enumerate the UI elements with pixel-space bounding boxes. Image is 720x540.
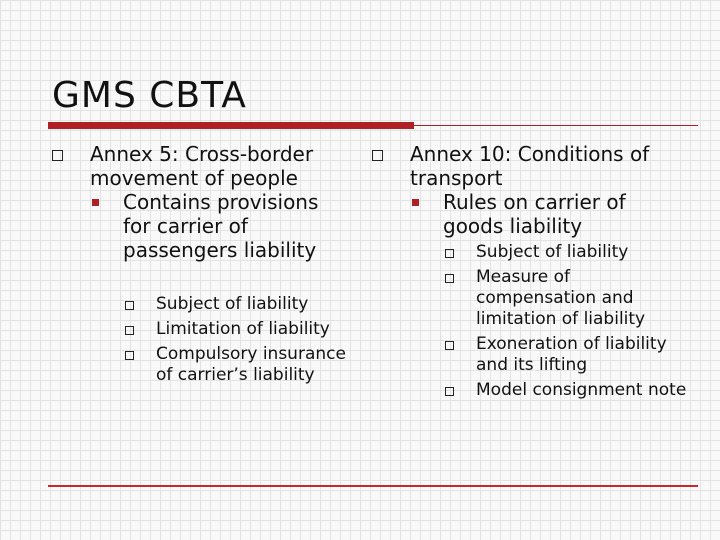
left-sub-text: Contains provisions for carrier of passengers liability — [123, 190, 319, 262]
left-list-item — [50, 294, 350, 315]
hollow-square-bullet-icon — [445, 274, 454, 283]
right-list-item — [370, 242, 690, 263]
right-list-item — [370, 380, 690, 401]
hollow-square-bullet-icon — [52, 150, 63, 161]
hollow-square-bullet-icon — [445, 249, 454, 258]
left-heading-item — [50, 142, 350, 190]
right-sub-text: Rules on carrier of goods liability — [443, 190, 626, 238]
left-list-item — [50, 319, 350, 340]
right-column — [370, 142, 690, 405]
hollow-square-bullet-icon — [125, 326, 134, 335]
filled-square-bullet-icon — [412, 199, 419, 206]
footer-divider — [48, 485, 698, 487]
right-list-item — [370, 267, 690, 330]
right-list-item — [370, 334, 690, 376]
hollow-square-bullet-icon — [445, 341, 454, 350]
hollow-square-bullet-icon — [372, 150, 383, 161]
right-sub-item — [370, 190, 690, 238]
right-heading-text: Annex 10: Conditions of transport — [410, 142, 650, 190]
right-heading-item — [370, 142, 690, 190]
slide-title: GMS CBTA — [52, 75, 247, 116]
title-divider-thick — [48, 122, 414, 129]
right-list-item-text: Model consignment note — [476, 380, 687, 400]
hollow-square-bullet-icon — [125, 301, 134, 310]
hollow-square-bullet-icon — [125, 351, 134, 360]
left-sub-item — [50, 190, 350, 262]
right-list-item-text: Subject of liability — [476, 242, 629, 262]
right-list-item-text: Measure of compensation and limitation of liability — [476, 267, 646, 329]
left-list-item — [50, 344, 350, 386]
hollow-square-bullet-icon — [445, 387, 454, 396]
right-list-item-text: Exoneration of liability and its lifting — [476, 334, 667, 375]
left-list-item-text: Compulsory insurance of carrier’s liability — [156, 344, 346, 385]
left-column — [50, 142, 350, 390]
left-heading-text: Annex 5: Cross-border movement of people — [90, 142, 314, 190]
left-list-item-text: Subject of liability — [156, 294, 309, 314]
left-list-item-text: Limitation of liability — [156, 319, 330, 339]
filled-square-bullet-icon — [92, 199, 99, 206]
